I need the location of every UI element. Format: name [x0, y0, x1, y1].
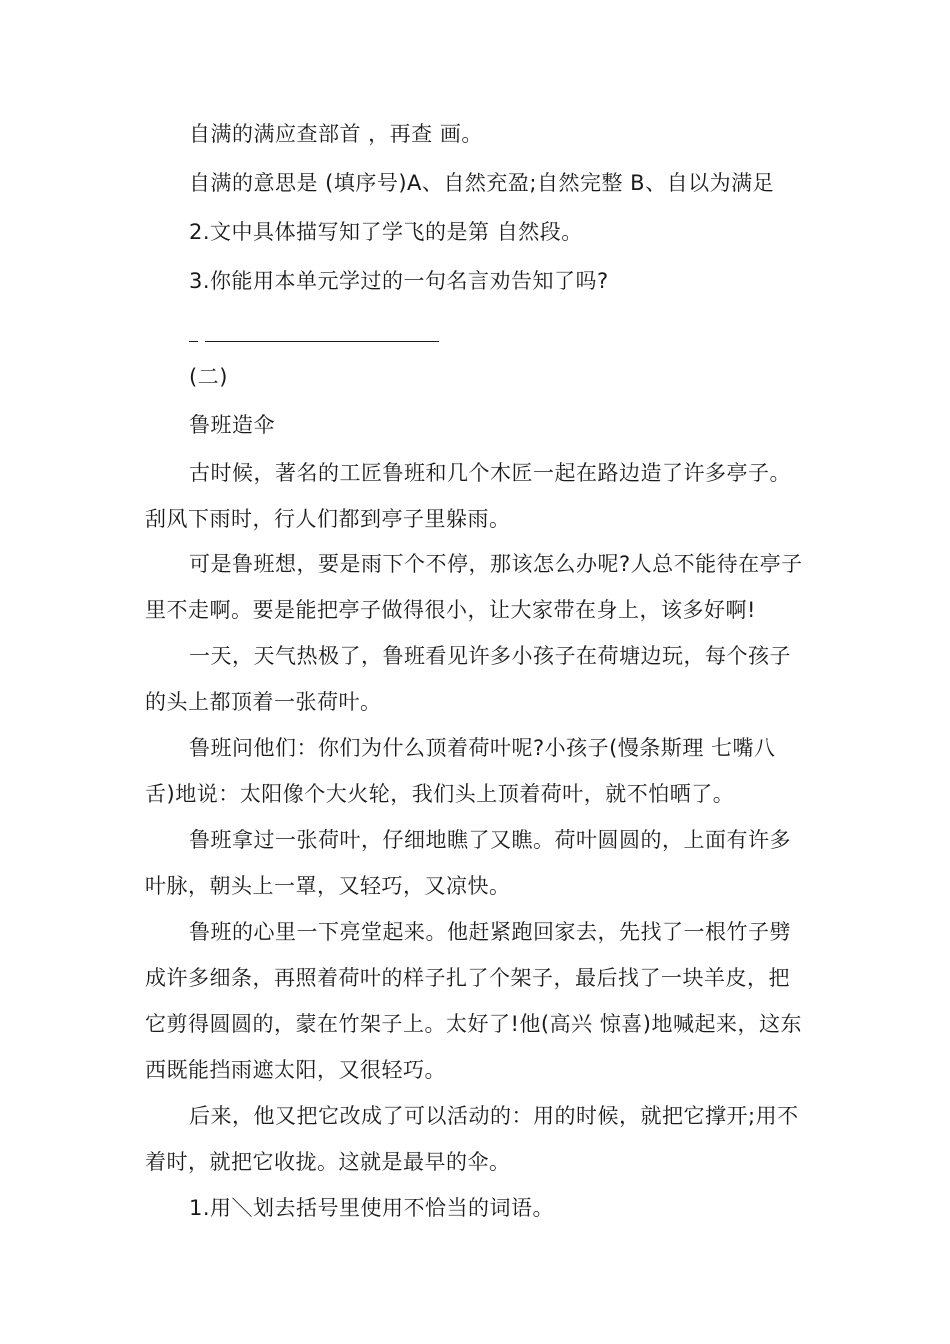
section-number: (二) — [189, 365, 228, 389]
paragraph-6-line-1: 鲁班的心里一下亮堂起来。他赶紧跑回家去，先找了一根竹子劈 — [189, 920, 791, 944]
paragraph-3-line-1: 一天，天气热极了，鲁班看见许多小孩子在荷塘边玩，每个孩子 — [189, 644, 791, 668]
question-2-line: 2.文中具体描写知了学飞的是第 自然段。 — [189, 220, 583, 244]
paragraph-4-line-2: 舌)地说：太阳像个大火轮，我们头上顶着荷叶，就不怕晒了。 — [145, 782, 735, 806]
paragraph-5-line-2: 叶脉，朝头上一罩，又轻巧，又凉快。 — [145, 874, 511, 898]
paragraph-4-line-1: 鲁班问他们：你们为什么顶着荷叶呢?小孩子(慢条斯理 七嘴八 — [189, 736, 776, 760]
paragraph-2-line-2: 里不走啊。要是能把亭子做得很小，让大家带在身上，该多好啊! — [145, 598, 756, 622]
paragraph-3-line-2: 的头上都顶着一张荷叶。 — [145, 690, 382, 714]
paragraph-6-line-3: 它剪得圆圆的，蒙在竹架子上。太好了!他(高兴 惊喜)地喊起来，这东 — [145, 1012, 802, 1036]
paragraph-1-line-1: 古时候，著名的工匠鲁班和几个木匠一起在路边造了许多亭子。 — [189, 461, 791, 485]
question-meaning-line: 自满的意思是 (填序号)A、自然充盈;自然完整 B、自以为满足 — [189, 171, 775, 195]
story-title: 鲁班造伞 — [189, 413, 275, 437]
paragraph-2-line-1: 可是鲁班想，要是雨下个不停，那该怎么办呢?人总不能待在亭子 — [189, 552, 803, 576]
paragraph-1-line-2: 刮风下雨时，行人们都到亭子里躲雨。 — [145, 507, 511, 531]
paragraph-6-line-4: 西既能挡雨遮太阳，又很轻巧。 — [145, 1058, 446, 1082]
question-radical-line: 自满的满应查部首 ，再查 画。 — [189, 122, 483, 146]
paragraph-7-line-2: 着时，就把它收拢。这就是最早的伞。 — [145, 1150, 511, 1174]
answer-blank-dash — [189, 341, 198, 342]
paragraph-5-line-1: 鲁班拿过一张荷叶，仔细地瞧了又瞧。荷叶圆圆的，上面有许多 — [189, 828, 791, 852]
answer-blank-line — [205, 341, 439, 342]
paragraph-6-line-2: 成许多细条，再照着荷叶的样子扎了个架子，最后找了一块羊皮，把 — [145, 966, 790, 990]
question-1-strike-words: 1.用＼划去括号里使用不恰当的词语。 — [189, 1196, 555, 1220]
paragraph-7-line-1: 后来，他又把它改成了可以活动的：用的时候，就把它撑开;用不 — [189, 1104, 799, 1128]
question-3-line: 3.你能用本单元学过的一句名言劝告知了吗? — [189, 269, 609, 293]
